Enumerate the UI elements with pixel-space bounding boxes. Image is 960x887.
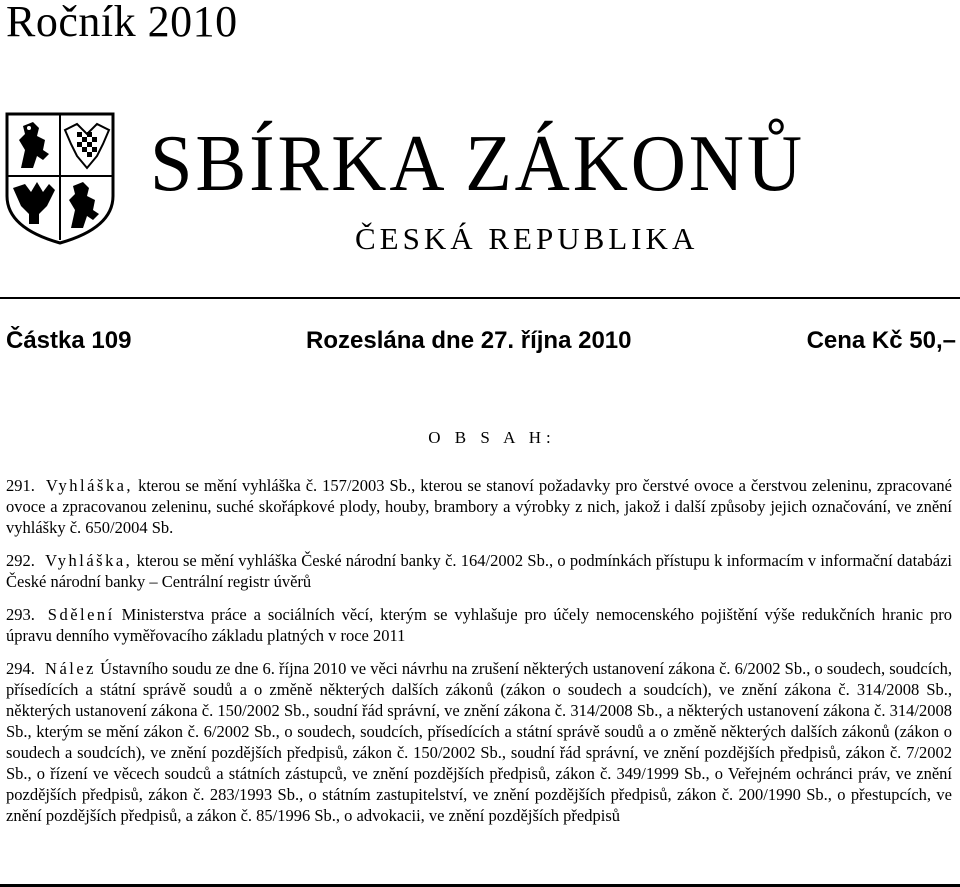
volume-year: Ročník 2010 xyxy=(6,0,238,46)
entry-kind: Nález xyxy=(45,659,97,678)
contents-entry xyxy=(6,475,952,538)
entry-text: kterou se mění vyhláška České národní banky č. 164/2002 Sb., o podmínkách přístupu k informacím v informační databázi České národní banky – Centrální registr úvěrů xyxy=(6,551,953,591)
collection-title: SBÍRKA ZÁKONŮ xyxy=(150,120,805,208)
entry-text: Ministerstva práce a sociálních věcí, kterým se vyhlašuje pro účely nemocenského pojištění výše redukčních hranic pro úpravu denního vyměřovacího základu platných v roce 2011 xyxy=(6,605,953,645)
contents-entry xyxy=(6,604,952,646)
contents-heading: O B S A H: xyxy=(428,428,556,447)
entry-text: Ústavního soudu ze dne 6. října 2010 ve věci návrhu na zrušení některých ustanovení zákona č. 6/2002 Sb., o soudech, soudcích, přísedících a státní správě soudů a o změně některých dalších zákonů (zákon o soudech a soudcích), ve znění zákona č. 314/2008 Sb., některých ustanovení zákona č. 150/2002 Sb., soudní řád správní, ve znění zákona č. 314/2008 Sb., a některých ustanovení zákona č. 314/2008 Sb., kterým se mění zákon č. 6/2002 Sb., o soudech, soudcích, přísedících a státní správě soudů a o změně některých dalších zákonů (zákon o soudech a soudcích), ve znění pozdějších předpisů, zákon č. 150/2002 Sb., soudní řád správní, ve znění pozdějších předpisů, zákon č. 7/2002 Sb., o řízení ve věcech soudců a státních zástupců, ve znění pozdějších předpisů, zákon č. 349/1999 Sb., o Veřejném ochránci práv, ve znění pozdějších předpisů, zákon č. 283/1993 Sb., o státním zastupitelství, ve znění pozdějších předpisů, zákon č. 200/1990 Sb., o přestupcích, ve znění pozdějších předpisů, a zákon č. 85/1996 Sb., o advokacii, ve znění pozdějších předpisů xyxy=(6,659,953,825)
entry-text: kterou se mění vyhláška č. 157/2003 Sb., kterou se stanoví požadavky pro čerstvé ovoce a čerstvou zeleninu, zpracované ovoce a zpracovanou zeleninu, suché skořápkové plody, houby, brambory a výrobky z nich, jakož i další způsoby jejich označování, ve znění vyhlášky č. 650/2004 Sb. xyxy=(6,476,952,537)
entry-kind: Vyhláška, xyxy=(45,476,134,495)
entry-number: 293. xyxy=(6,605,35,624)
entry-kind: Vyhláška, xyxy=(45,551,133,570)
entry-kind: Sdělení xyxy=(47,605,115,624)
contents-entry xyxy=(6,550,952,592)
country-name: ČESKÁ REPUBLIKA xyxy=(355,221,699,256)
issue-price: Cena Kč 50,– xyxy=(806,327,956,354)
entry-number: 294. xyxy=(6,659,35,678)
header-divider xyxy=(0,297,960,299)
contents-list xyxy=(6,475,952,838)
entry-number: 292. xyxy=(6,551,35,570)
czech-coat-of-arms-icon xyxy=(3,110,117,246)
issue-part: Částka 109 xyxy=(6,327,132,354)
issue-date: Rozeslána dne 27. října 2010 xyxy=(306,327,632,354)
contents-entry xyxy=(6,658,952,826)
entry-number: 291. xyxy=(6,476,35,495)
